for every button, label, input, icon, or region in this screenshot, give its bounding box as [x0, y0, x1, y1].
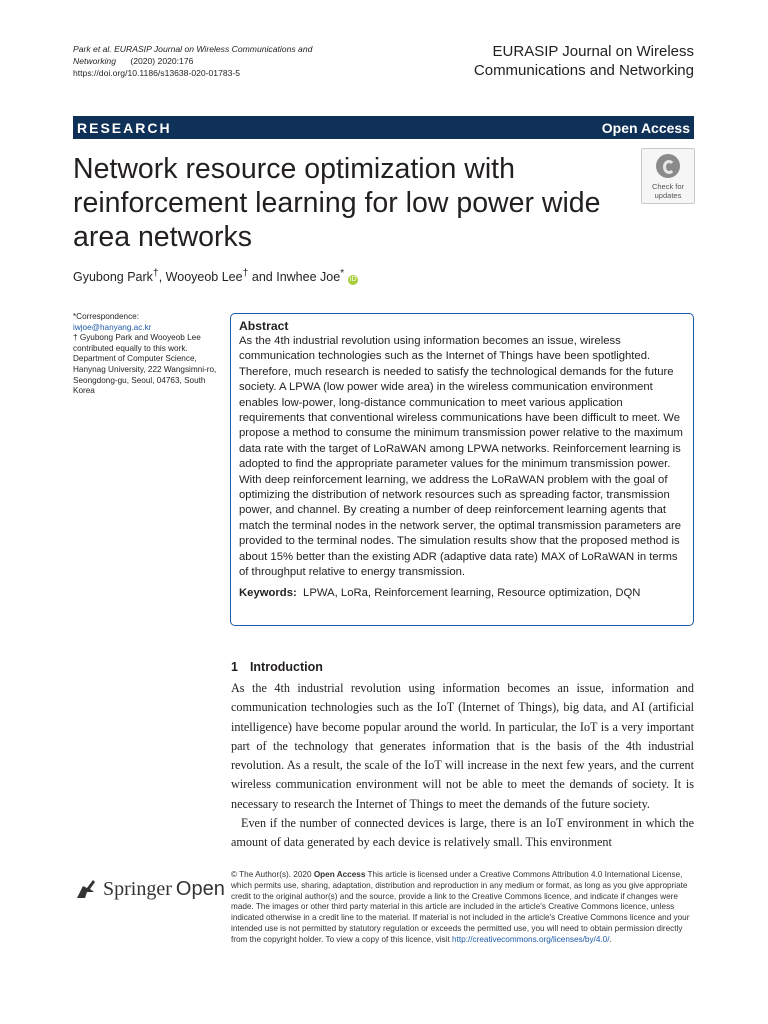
introduction-text — [231, 679, 694, 853]
abstract-heading: Abstract — [239, 319, 289, 333]
citation-block — [73, 43, 373, 79]
springer-open-logo — [73, 874, 225, 904]
citation-year: (2020) 2020:176 — [130, 56, 194, 66]
paragraph: Even if the number of connected devices is large, there is an IoT environment in which the amount of data generated by each device is relatively small. This environment — [231, 816, 694, 850]
abstract-body: As the 4th industrial revolution using information becomes an issue, wireless communication technologies such as the Internet of Things have been spotlighted. Therefore, much research is needed to satisfy the technological demands for the future society. A LPWA (low power wide area) in the wireless communication environment enables low-power, long-distance communication to meet various application requirements that conventional wireless communications have been difficult to meet. We propose a method to consume the minimum transmission power relative to the maximum data rate with the target of LoRaWAN among LPWA networks. Reinforcement learning is adopted to find the appropriate parameter values for the minimum transmission power. With deep reinforcement learning, we address the LoRaWAN problem with the goal of optimizing the distribution of network resources such as spreading factor, transmission power, and channel. By creating a number of deep reinforcement learning agents that match the terminal nodes in the network server, the optimal transmission parameters are provided to the terminal nodes. The simulation results show that the proposed method is about 15% better than the existing ADR (adaptive data rate) MAX of LoRaWAN in terms of throughput relative to energy transmission. — [239, 335, 683, 579]
keywords: Keywords: LPWA, LoRa, Reinforcement learning, Resource optimization, DQN — [239, 586, 641, 599]
check-for-updates-icon — [656, 154, 680, 178]
article-type: RESEARCH — [77, 119, 172, 136]
contribution-note: † Gyubong Park and Wooyeob Lee contributed equally to this work. — [73, 333, 201, 353]
journal-name: EURASIP Journal on Wireless Communications and Networking — [473, 43, 694, 79]
author-name[interactable]: Inwhee Joe — [276, 270, 341, 285]
citation-journal-cont: Networking — [73, 56, 116, 66]
author-list: Gyubong Park†, Wooyeob Lee† and Inwhee Joe*iD — [73, 268, 357, 285]
open-access-label: Open Access — [601, 119, 690, 136]
publisher-name: Springer — [103, 877, 172, 900]
check-for-updates-label: Check for updates — [651, 182, 685, 200]
section-heading — [231, 660, 323, 674]
orcid-icon[interactable]: iD — [349, 276, 357, 284]
license-text: © The Author(s). 2020 Open Access This article is licensed under a Creative Commons Attribution 4.0 International License, which permits use, sharing, adaptation, distribution and reproduction in any medium or format, as long as you give appropriate credit to the original author(s) and the source, provide a link to the Creative Commons licence, and indicate if changes were made. The images or other third party material in this article are included in the article's Creative Commons licence, unless indicated otherwise in a credit line to the material. If material is not included in the article's Creative Commons licence and your intended use is not permitted by statutory regulation or exceeds the permitted use, you will need to obtain permission directly from the copyright holder. To view a copy of this licence, visit http://creativecommons.org/licenses/by/4.0/. — [231, 870, 690, 944]
article-banner — [73, 116, 694, 139]
section-number: 1 — [231, 660, 238, 674]
email-link[interactable]: iwjoe@hanyang.ac.kr — [73, 322, 152, 332]
paragraph: As the 4th industrial revolution using information becomes an issue, information and communication technologies such as the IoT (Internet of Things), big data, and AI (artificial intelligence) have become popular around the world. In particular, the IoT is a very important part of the technology that generates information that is the basis of the 4th industrial revolution. As a result, the scale of the IoT will increase in the next few years, and the current wireless communication environment will not be able to meet the demands of society. It is necessary to research the Internet of Things to meet the demands of the future society. — [231, 681, 694, 811]
springer-horse-icon — [73, 876, 99, 902]
affiliation: Department of Computer Science, Hanynag University, 222 Wangsimni-ro, Seongdong-gu, Seoul, 04763, South Korea — [73, 354, 217, 396]
author-name[interactable]: Wooyeob Lee — [165, 270, 243, 285]
correspondence-label: *Correspondence: — [73, 312, 139, 321]
section-title: Introduction — [249, 660, 323, 674]
check-for-updates-badge[interactable] — [641, 148, 695, 204]
citation-journal: Park et al. EURASIP Journal on Wireless Communications and — [73, 44, 313, 54]
correspondence-block — [73, 312, 223, 397]
publisher-name-open: Open — [175, 877, 225, 900]
page-title: Network resource optimization with reinforcement learning for low power wide area networks — [73, 153, 601, 253]
license-link[interactable]: http://creativecommons.org/licenses/by/4.0/ — [452, 934, 610, 944]
abstract-box — [230, 313, 694, 626]
author-name[interactable]: Gyubong Park — [73, 270, 153, 285]
doi-link[interactable]: https://doi.org/10.1186/s13638-020-01783-5 — [73, 68, 241, 78]
